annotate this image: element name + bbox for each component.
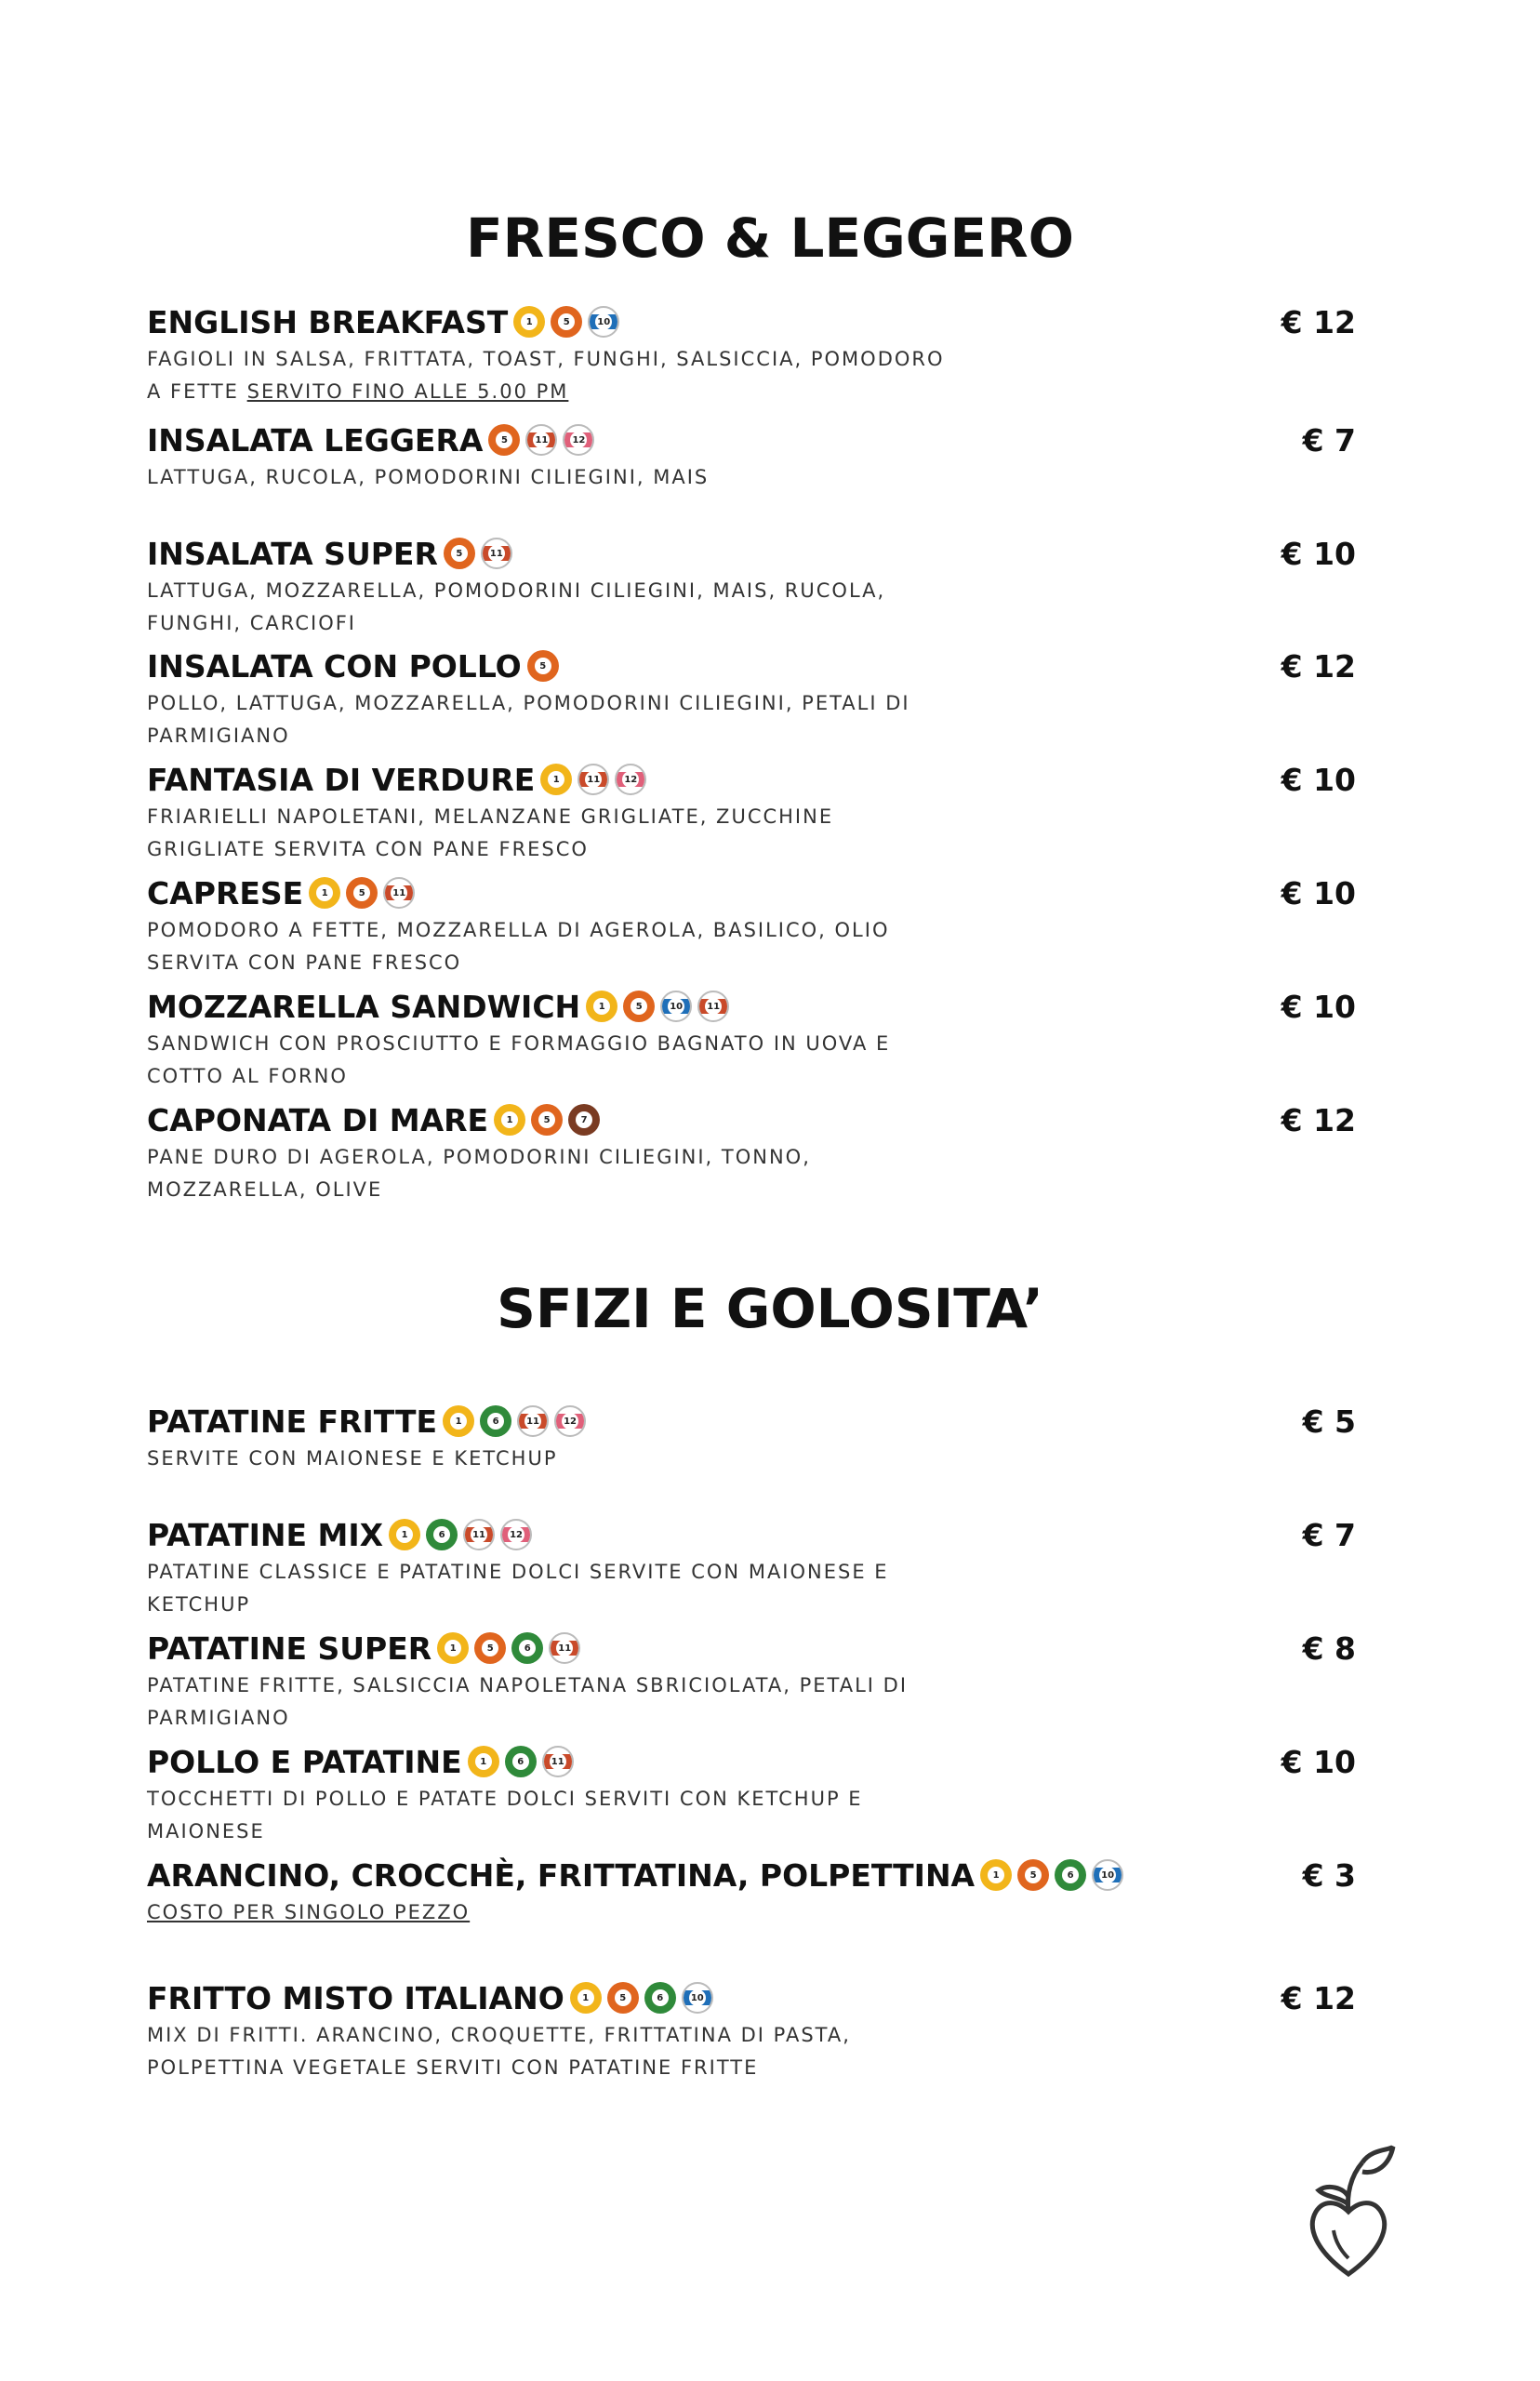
allergen-badge-icon	[980, 1859, 1012, 1891]
menu-item-description	[147, 2019, 947, 2084]
menu-item-ingredients: LATTUGA, RUCOLA, POMODORINI CILIEGINI, MAIS	[147, 466, 710, 488]
menu-item-price: € 8	[1302, 1630, 1356, 1667]
menu-item-name: MOZZARELLA SANDWICH	[147, 988, 581, 1025]
menu-item-description	[147, 575, 947, 640]
allergen-badge-icon	[660, 991, 692, 1022]
allergen-badge-icon	[481, 538, 512, 569]
menu-item-price: € 5	[1302, 1403, 1356, 1440]
allergen-badge-number: 5	[496, 432, 512, 448]
menu-item	[147, 1098, 1356, 1206]
menu-item-price: € 12	[1281, 304, 1356, 340]
allergen-badge-number: 5	[558, 313, 575, 330]
menu-item-description	[147, 1556, 947, 1621]
allergen-badge-number: 5	[535, 658, 551, 674]
menu-item-description	[147, 1141, 947, 1206]
menu-item-price: € 12	[1281, 1980, 1356, 2016]
allergen-badges	[437, 1632, 586, 1664]
allergen-badges	[527, 650, 564, 682]
allergen-badge-number: 11	[705, 998, 722, 1015]
allergen-badge-number: 1	[445, 1640, 461, 1656]
allergen-badge-icon	[570, 1982, 602, 2014]
allergen-badge-number: 1	[475, 1753, 492, 1770]
menu-item	[147, 300, 1356, 408]
menu-item-note: SERVITO FINO ALLE 5.00 PM	[246, 380, 569, 403]
menu-item-name: PATATINE FRITTE	[147, 1403, 438, 1440]
allergen-badge-number: 1	[501, 1111, 518, 1128]
allergen-badge-number: 6	[1062, 1867, 1079, 1883]
allergen-badge-icon	[551, 306, 582, 338]
allergen-badge-number: 11	[391, 885, 407, 901]
allergen-badge-number: 5	[353, 885, 370, 901]
allergen-badge-number: 11	[471, 1526, 487, 1543]
allergen-badge-icon	[568, 1104, 600, 1136]
menu-item-name: CAPONATA DI MARE	[147, 1101, 489, 1138]
menu-item-price: € 7	[1302, 422, 1356, 459]
menu-item-description	[147, 1783, 947, 1848]
allergen-badges	[540, 764, 652, 795]
allergen-badge-number: 11	[524, 1413, 541, 1430]
menu-item	[147, 1854, 1356, 1929]
menu-item-name: ENGLISH BREAKFAST	[147, 303, 509, 340]
menu-item-price: € 10	[1281, 875, 1356, 911]
allergen-badge-number: 12	[508, 1526, 524, 1543]
allergen-badge-icon	[463, 1519, 495, 1550]
menu-item-price: € 10	[1281, 989, 1356, 1025]
allergen-badge-number: 11	[488, 545, 505, 562]
allergen-badge-number: 6	[512, 1753, 529, 1770]
allergen-badge-number: 6	[487, 1413, 504, 1430]
menu-item-price: € 12	[1281, 648, 1356, 685]
allergen-badge-icon	[682, 1982, 713, 2014]
allergen-badge-number: 1	[988, 1867, 1004, 1883]
allergen-badge-number: 5	[482, 1640, 498, 1656]
allergen-badge-icon	[549, 1632, 580, 1664]
menu-item-price: € 12	[1281, 1102, 1356, 1138]
menu-item-description	[147, 461, 947, 494]
menu-item-ingredients: TOCCHETTI DI POLLO E PATATE DOLCI SERVITI CON KETCHUP E MAIONESE	[147, 1788, 863, 1842]
menu-item-note: COSTO PER SINGOLO PEZZO	[147, 1901, 471, 1923]
allergen-badge-icon	[563, 424, 594, 456]
menu-item-ingredients: PANE DURO DI AGEROLA, POMODORINI CILIEGINI, TONNO, MOZZARELLA, OLIVE	[147, 1146, 811, 1201]
allergen-badge-icon	[443, 1405, 474, 1437]
menu-item-description	[147, 1443, 947, 1475]
allergen-badge-number: 6	[652, 1989, 669, 2006]
menu-item-name: FRITTO MISTO ITALIANO	[147, 1979, 564, 2016]
allergen-badge-number: 1	[521, 313, 538, 330]
allergen-badge-number: 1	[593, 998, 610, 1015]
menu-item-name: INSALATA CON POLLO	[147, 647, 522, 685]
allergen-badge-number: 1	[396, 1526, 413, 1543]
allergen-badges	[494, 1104, 605, 1136]
allergen-badge-icon	[586, 991, 617, 1022]
allergen-badge-number: 11	[550, 1753, 566, 1770]
fruit-logo-icon	[1293, 2139, 1404, 2279]
allergen-badge-icon	[437, 1632, 469, 1664]
allergen-badges	[444, 538, 518, 569]
allergen-badges	[468, 1746, 579, 1777]
allergen-badge-icon	[615, 764, 646, 795]
allergen-badge-icon	[578, 764, 609, 795]
menu-item-description	[147, 1669, 947, 1735]
allergen-badge-icon	[607, 1982, 639, 2014]
menu-item-price: € 7	[1302, 1517, 1356, 1553]
allergen-badge-number: 5	[615, 1989, 631, 2006]
allergen-badge-icon	[426, 1519, 458, 1550]
allergen-badge-number: 6	[519, 1640, 536, 1656]
allergen-badge-icon	[511, 1632, 543, 1664]
menu-item-ingredients: FAGIOLI IN SALSA, FRITTATA, TOAST, FUNGHI, SALSICCIA, POMODORO A FETTE	[147, 348, 945, 403]
allergen-badge-icon	[480, 1405, 511, 1437]
allergen-badge-number: 10	[595, 313, 612, 330]
menu-item	[147, 1400, 1356, 1475]
menu-item	[147, 871, 1356, 979]
allergen-badge-icon	[309, 877, 340, 909]
allergen-badge-icon	[1055, 1859, 1086, 1891]
allergen-badge-icon	[500, 1519, 532, 1550]
menu-item-ingredients: FRIARIELLI NAPOLETANI, MELANZANE GRIGLIATE, ZUCCHINE GRIGLIATE SERVITA CON PANE FRESCO	[147, 805, 834, 860]
menu-item-ingredients: MIX DI FRITTI. ARANCINO, CROQUETTE, FRITTATINA DI PASTA, POLPETTINA VEGETALE SERVITI CON PATATINE FRITTE	[147, 2024, 851, 2079]
menu-item-name: INSALATA SUPER	[147, 535, 438, 572]
allergen-badge-number: 7	[576, 1111, 592, 1128]
allergen-badges	[488, 424, 600, 456]
menu-item-description	[147, 343, 947, 408]
menu-item-name: CAPRESE	[147, 874, 304, 911]
menu-item-name: POLLO E PATATINE	[147, 1743, 462, 1780]
allergen-badge-number: 12	[622, 771, 639, 788]
menu-item-name: FANTASIA DI VERDURE	[147, 761, 536, 798]
menu-item-ingredients: SANDWICH CON PROSCIUTTO E FORMAGGIO BAGNATO IN UOVA E COTTO AL FORNO	[147, 1032, 891, 1087]
allergen-badge-icon	[494, 1104, 525, 1136]
allergen-badge-icon	[554, 1405, 586, 1437]
allergen-badge-number: 1	[548, 771, 564, 788]
menu-item	[147, 645, 1356, 752]
allergen-badge-icon	[531, 1104, 563, 1136]
menu-item	[147, 758, 1356, 866]
menu-item-description	[147, 1028, 947, 1093]
menu-item-ingredients: LATTUGA, MOZZARELLA, POMODORINI CILIEGINI, MAIS, RUCOLA, FUNGHI, CARCIOFI	[147, 579, 886, 634]
menu-item	[147, 1627, 1356, 1735]
allergen-badge-number: 5	[631, 998, 647, 1015]
allergen-badge-number: 10	[1099, 1867, 1116, 1883]
menu-item-ingredients: PATATINE FRITTE, SALSICCIA NAPOLETANA SBRICIOLATA, PETALI DI PARMIGIANO	[147, 1674, 909, 1729]
allergen-badge-number: 5	[538, 1111, 555, 1128]
allergen-badge-number: 1	[450, 1413, 467, 1430]
allergen-badge-icon	[468, 1746, 499, 1777]
allergen-badge-number: 12	[570, 432, 587, 448]
allergen-badge-icon	[488, 424, 520, 456]
allergen-badge-number: 5	[1025, 1867, 1042, 1883]
allergen-badge-icon	[389, 1519, 420, 1550]
menu-item-price: € 3	[1302, 1857, 1356, 1894]
section-title: FRESCO & LEGGERO	[466, 206, 1074, 270]
menu-item-name: PATATINE MIX	[147, 1516, 384, 1553]
menu-item-price: € 10	[1281, 536, 1356, 572]
allergen-badges	[309, 877, 420, 909]
section-title: SFIZI E GOLOSITA’	[497, 1277, 1043, 1340]
allergen-badge-icon	[697, 991, 729, 1022]
allergen-badges	[586, 991, 735, 1022]
allergen-badge-icon	[588, 306, 619, 338]
allergen-badge-number: 1	[578, 1989, 594, 2006]
menu-item-description	[147, 1896, 947, 1929]
allergen-badge-icon	[474, 1632, 506, 1664]
menu-item-description	[147, 687, 947, 752]
allergen-badge-icon	[1017, 1859, 1049, 1891]
allergen-badge-number: 5	[451, 545, 468, 562]
allergen-badge-icon	[517, 1405, 549, 1437]
allergen-badge-icon	[383, 877, 415, 909]
menu-item-ingredients: PATATINE CLASSICE E PATATINE DOLCI SERVITE CON MAIONESE E KETCHUP	[147, 1561, 889, 1616]
allergen-badges	[980, 1859, 1129, 1891]
allergen-badge-icon	[1092, 1859, 1123, 1891]
menu-item-name: INSALATA LEGGERA	[147, 421, 484, 459]
menu-item-description	[147, 914, 947, 979]
menu-item-description	[147, 801, 947, 866]
allergen-badge-number: 12	[562, 1413, 578, 1430]
allergen-badge-icon	[644, 1982, 676, 2014]
menu-item	[147, 1513, 1356, 1621]
menu-item-ingredients: POLLO, LATTUGA, MOZZARELLA, POMODORINI CILIEGINI, PETALI DI PARMIGIANO	[147, 692, 910, 747]
allergen-badge-number: 10	[668, 998, 684, 1015]
menu-item	[147, 532, 1356, 640]
allergen-badge-icon	[527, 650, 559, 682]
menu-item	[147, 419, 1356, 494]
menu-item-price: € 10	[1281, 1744, 1356, 1780]
allergen-badge-number: 6	[433, 1526, 450, 1543]
menu-item-name: PATATINE SUPER	[147, 1629, 432, 1667]
allergen-badge-icon	[346, 877, 378, 909]
allergen-badges	[570, 1982, 719, 2014]
allergen-badge-icon	[513, 306, 545, 338]
allergen-badge-number: 1	[316, 885, 333, 901]
menu-item-name: ARANCINO, CROCCHÈ, FRITTATINA, POLPETTINA	[147, 1856, 976, 1894]
allergen-badge-number: 11	[585, 771, 602, 788]
menu-item	[147, 1976, 1356, 2084]
menu-item-price: € 10	[1281, 762, 1356, 798]
allergen-badge-icon	[505, 1746, 537, 1777]
allergen-badge-icon	[444, 538, 475, 569]
allergen-badge-icon	[540, 764, 572, 795]
allergen-badges	[389, 1519, 538, 1550]
menu-item-ingredients: SERVITE CON MAIONESE E KETCHUP	[147, 1447, 558, 1470]
allergen-badge-icon	[525, 424, 557, 456]
allergen-badge-icon	[542, 1746, 574, 1777]
menu-item	[147, 985, 1356, 1093]
menu-item	[147, 1740, 1356, 1848]
allergen-badge-number: 10	[689, 1989, 706, 2006]
allergen-badges	[443, 1405, 591, 1437]
menu-item-ingredients: POMODORO A FETTE, MOZZARELLA DI AGEROLA, BASILICO, OLIO SERVITA CON PANE FRESCO	[147, 919, 890, 974]
allergen-badges	[513, 306, 625, 338]
allergen-badge-number: 11	[533, 432, 550, 448]
allergen-badge-icon	[623, 991, 655, 1022]
allergen-badge-number: 11	[556, 1640, 573, 1656]
